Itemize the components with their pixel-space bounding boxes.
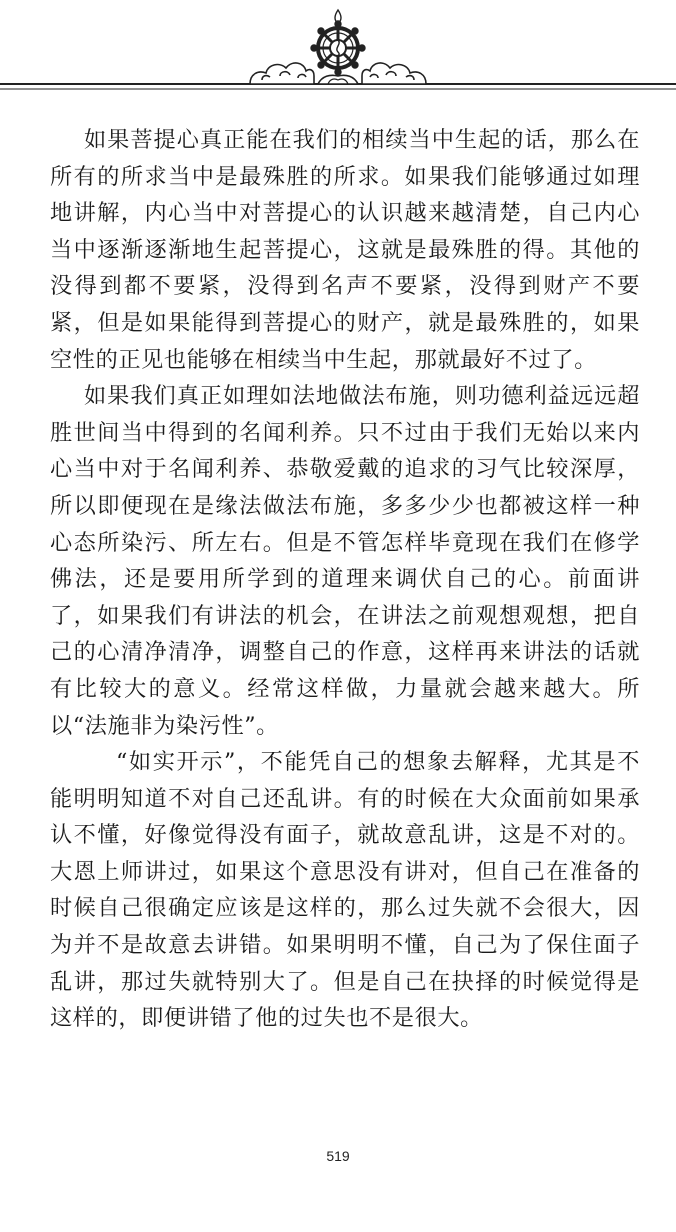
right-cloud-icon xyxy=(362,63,426,84)
page-number: 519 xyxy=(326,1148,350,1164)
header-ornament xyxy=(0,0,676,100)
left-cloud-icon xyxy=(250,63,314,84)
paragraph-2: 如果我们真正如理如法地做法布施，则功德利益远远超胜世间当中得到的名闻利养。只不过由于我们无始以来内心当中对于名闻利养、恭敬爱戴的追求的习气比较深厚，所以即便现在是缘法做法布施，多多少少也都被这样一种心态所染污、所左右。但是不管怎样毕竟现在我们在修学佛法，还是要用所学到的道理来调伏自己的心。前面讲了，如果我们有讲法的机会，在讲法之前观想观想，把自己的心清净清净，调整自己的作意，这样再来讲法的话就有比较大的意义。经常这样做，力量就会越来越大。所以“法施非为染污性”。 xyxy=(50,383,640,739)
dharma-wheel-icon xyxy=(311,10,365,84)
paragraph-3: “如实开示”，不能凭自己的想象去解释，尤其是不能明明知道不对自己还乱讲。有的时候在大众面前如果承认不懂，好像觉得没有面子，就故意乱讲，这是不对的。大恩上师讲过，如果这个意思没有讲对，但自己在准备的时候自己很确定应该是这样的，那么过失就不会很大，因为并不是故意去讲错。如果明明不懂，自己为了保住面子乱讲，那过失就特别大了。但是自己在抉择的时候觉得是这样的，即便讲错了他的过失也不是很大。 xyxy=(50,749,640,1032)
paragraph-1: 如果菩提心真正能在我们的相续当中生起的话，那么在所有的所求当中是最殊胜的所求。如果我们能够通过如理地讲解，内心当中对菩提心的认识越来越清楚，自己内心当中逐渐逐渐地生起菩提心，这就是最殊胜的得。其他的没得到都不要紧，没得到名声不要紧，没得到财产不要紧，但是如果能得到菩提心的财产，就是最殊胜的，如果空性的正见也能够在相续当中生起，那就最好不过了。 xyxy=(50,127,640,373)
body-text xyxy=(50,122,640,1037)
